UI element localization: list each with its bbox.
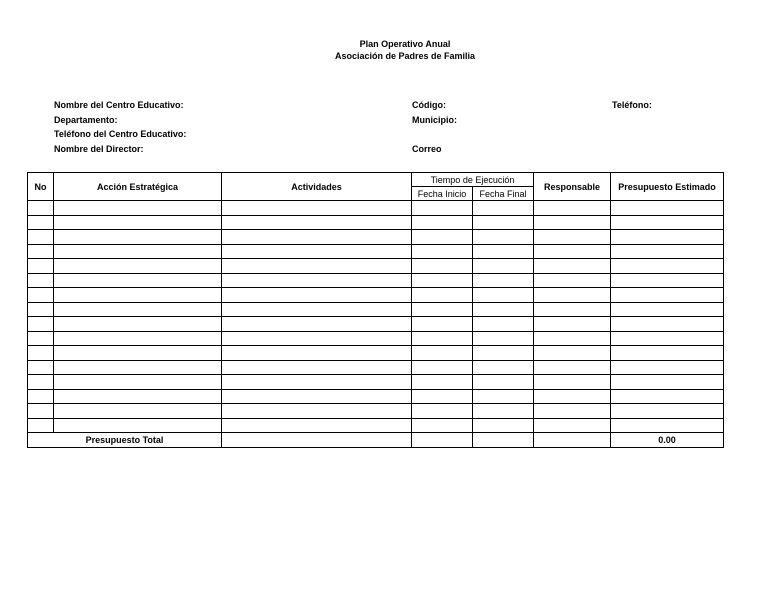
table-cell[interactable] [611, 360, 724, 375]
table-cell[interactable] [54, 273, 222, 288]
table-cell[interactable] [534, 244, 611, 259]
table-cell[interactable] [534, 259, 611, 274]
table-cell[interactable] [611, 317, 724, 332]
table-cell[interactable] [54, 317, 222, 332]
plan-table [27, 172, 724, 448]
table-cell[interactable] [28, 418, 54, 433]
table-row [28, 375, 724, 390]
table-cell[interactable] [54, 201, 222, 216]
table-cell[interactable] [412, 215, 473, 230]
table-cell[interactable] [28, 201, 54, 216]
table-cell[interactable] [611, 331, 724, 346]
table-cell[interactable] [54, 346, 222, 361]
table-cell[interactable] [611, 346, 724, 361]
table-cell[interactable] [473, 331, 534, 346]
table-cell[interactable] [412, 375, 473, 390]
table-cell[interactable] [534, 418, 611, 433]
table-cell[interactable] [611, 288, 724, 303]
label-telefono-centro: Teléfono del Centro Educativo: [54, 129, 187, 139]
footer-cell [534, 433, 611, 448]
table-cell[interactable] [28, 230, 54, 245]
form-title: Plan Operativo Anual [359, 39, 451, 49]
table-cell[interactable] [534, 230, 611, 245]
table-cell[interactable] [28, 288, 54, 303]
table-row [28, 230, 724, 245]
table-cell[interactable] [222, 346, 412, 361]
table-cell[interactable] [611, 230, 724, 245]
table-cell[interactable] [28, 302, 54, 317]
table-cell[interactable] [28, 389, 54, 404]
table-cell[interactable] [412, 244, 473, 259]
table-cell[interactable] [54, 215, 222, 230]
table-cell[interactable] [222, 375, 412, 390]
table-cell[interactable] [222, 389, 412, 404]
table-cell[interactable] [534, 331, 611, 346]
col-header-actividades: Actividades [222, 173, 412, 201]
label-centro-educativo: Nombre del Centro Educativo: [54, 100, 184, 110]
table-cell[interactable] [222, 201, 412, 216]
table-cell[interactable] [534, 375, 611, 390]
table-cell[interactable] [222, 244, 412, 259]
table-cell[interactable] [473, 215, 534, 230]
table-row [28, 201, 724, 216]
table-row [28, 288, 724, 303]
footer-cell [412, 433, 473, 448]
table-cell[interactable] [534, 389, 611, 404]
table-cell[interactable] [611, 404, 724, 419]
table-cell[interactable] [473, 346, 534, 361]
col-header-no: No [28, 173, 54, 201]
table-row [28, 418, 724, 433]
table-body [28, 201, 724, 433]
table-row [28, 404, 724, 419]
table-row [28, 244, 724, 259]
table-cell[interactable] [473, 317, 534, 332]
table-cell[interactable] [54, 259, 222, 274]
table-cell[interactable] [412, 302, 473, 317]
table-cell[interactable] [222, 273, 412, 288]
table-cell[interactable] [412, 230, 473, 245]
label-departamento: Departamento: [54, 115, 118, 125]
table-cell[interactable] [54, 288, 222, 303]
footer-cell [473, 433, 534, 448]
table-cell[interactable] [54, 375, 222, 390]
label-correo: Correo [412, 144, 442, 154]
table-cell[interactable] [473, 288, 534, 303]
table-cell[interactable] [473, 302, 534, 317]
label-municipio: Municipio: [412, 115, 457, 125]
table-cell[interactable] [412, 273, 473, 288]
table-cell[interactable] [54, 331, 222, 346]
table-cell[interactable] [222, 259, 412, 274]
footer-total: 0.00 [611, 433, 724, 448]
table-cell[interactable] [28, 360, 54, 375]
table-cell[interactable] [222, 404, 412, 419]
table-row [28, 273, 724, 288]
table-cell[interactable] [611, 418, 724, 433]
label-director: Nombre del Director: [54, 144, 144, 154]
footer-label: Presupuesto Total [28, 433, 222, 448]
table-cell[interactable] [473, 418, 534, 433]
table-cell[interactable] [611, 302, 724, 317]
table-cell[interactable] [28, 259, 54, 274]
table-cell[interactable] [534, 215, 611, 230]
table-cell[interactable] [412, 360, 473, 375]
table-cell[interactable] [222, 418, 412, 433]
table-cell[interactable] [534, 302, 611, 317]
table-cell[interactable] [473, 273, 534, 288]
table-cell[interactable] [54, 244, 222, 259]
table-cell[interactable] [222, 302, 412, 317]
table-cell[interactable] [473, 375, 534, 390]
table-row [28, 317, 724, 332]
col-header-tiempo: Tiempo de Ejecución [412, 173, 534, 187]
table-cell[interactable] [534, 201, 611, 216]
table-cell[interactable] [28, 404, 54, 419]
label-codigo: Código: [412, 100, 446, 110]
table-cell[interactable] [412, 331, 473, 346]
table-cell[interactable] [473, 244, 534, 259]
table-cell[interactable] [473, 360, 534, 375]
table-cell[interactable] [222, 331, 412, 346]
table-cell[interactable] [412, 389, 473, 404]
label-telefono: Teléfono: [612, 100, 652, 110]
table-cell[interactable] [534, 273, 611, 288]
col-header-presupuesto: Presupuesto Estimado [611, 173, 724, 201]
table-cell[interactable] [222, 288, 412, 303]
table-cell[interactable] [28, 375, 54, 390]
table-cell[interactable] [473, 259, 534, 274]
table-cell[interactable] [611, 389, 724, 404]
table-cell[interactable] [54, 404, 222, 419]
table-cell[interactable] [222, 215, 412, 230]
table-cell[interactable] [473, 389, 534, 404]
table-row [28, 331, 724, 346]
table-cell[interactable] [534, 288, 611, 303]
table-cell[interactable] [473, 201, 534, 216]
table-cell[interactable] [28, 317, 54, 332]
table-cell[interactable] [54, 230, 222, 245]
table-cell[interactable] [222, 360, 412, 375]
table-cell[interactable] [222, 230, 412, 245]
table-cell[interactable] [54, 360, 222, 375]
table-cell[interactable] [54, 418, 222, 433]
col-header-responsable: Responsable [534, 173, 611, 201]
col-header-fecha-inicio: Fecha Inicio [412, 187, 473, 201]
form-subtitle: Asociación de Padres de Familia [334, 51, 476, 61]
footer-cell [222, 433, 412, 448]
table-cell[interactable] [28, 215, 54, 230]
table-row [28, 389, 724, 404]
table-cell[interactable] [412, 288, 473, 303]
table-cell[interactable] [222, 317, 412, 332]
table-cell[interactable] [473, 404, 534, 419]
table-cell[interactable] [54, 302, 222, 317]
table-cell[interactable] [611, 259, 724, 274]
table-cell[interactable] [611, 273, 724, 288]
table-cell[interactable] [28, 346, 54, 361]
col-header-fecha-final: Fecha Final [473, 187, 534, 201]
table-cell[interactable] [611, 375, 724, 390]
table-cell[interactable] [28, 244, 54, 259]
table-row [28, 360, 724, 375]
table-cell[interactable] [534, 404, 611, 419]
table-row [28, 346, 724, 361]
table-cell[interactable] [28, 331, 54, 346]
table-cell[interactable] [473, 230, 534, 245]
table-cell[interactable] [611, 215, 724, 230]
table-row [28, 215, 724, 230]
table-cell[interactable] [534, 360, 611, 375]
table-cell[interactable] [611, 244, 724, 259]
table-cell[interactable] [534, 346, 611, 361]
table-row [28, 302, 724, 317]
table-cell[interactable] [412, 418, 473, 433]
table-cell[interactable] [412, 404, 473, 419]
table-cell[interactable] [611, 201, 724, 216]
table-cell[interactable] [412, 346, 473, 361]
table-cell[interactable] [534, 317, 611, 332]
table-cell[interactable] [28, 273, 54, 288]
col-header-accion: Acción Estratégica [54, 173, 222, 201]
table-cell[interactable] [412, 317, 473, 332]
table-cell[interactable] [412, 201, 473, 216]
table-cell[interactable] [412, 259, 473, 274]
table-cell[interactable] [54, 389, 222, 404]
table-row [28, 259, 724, 274]
